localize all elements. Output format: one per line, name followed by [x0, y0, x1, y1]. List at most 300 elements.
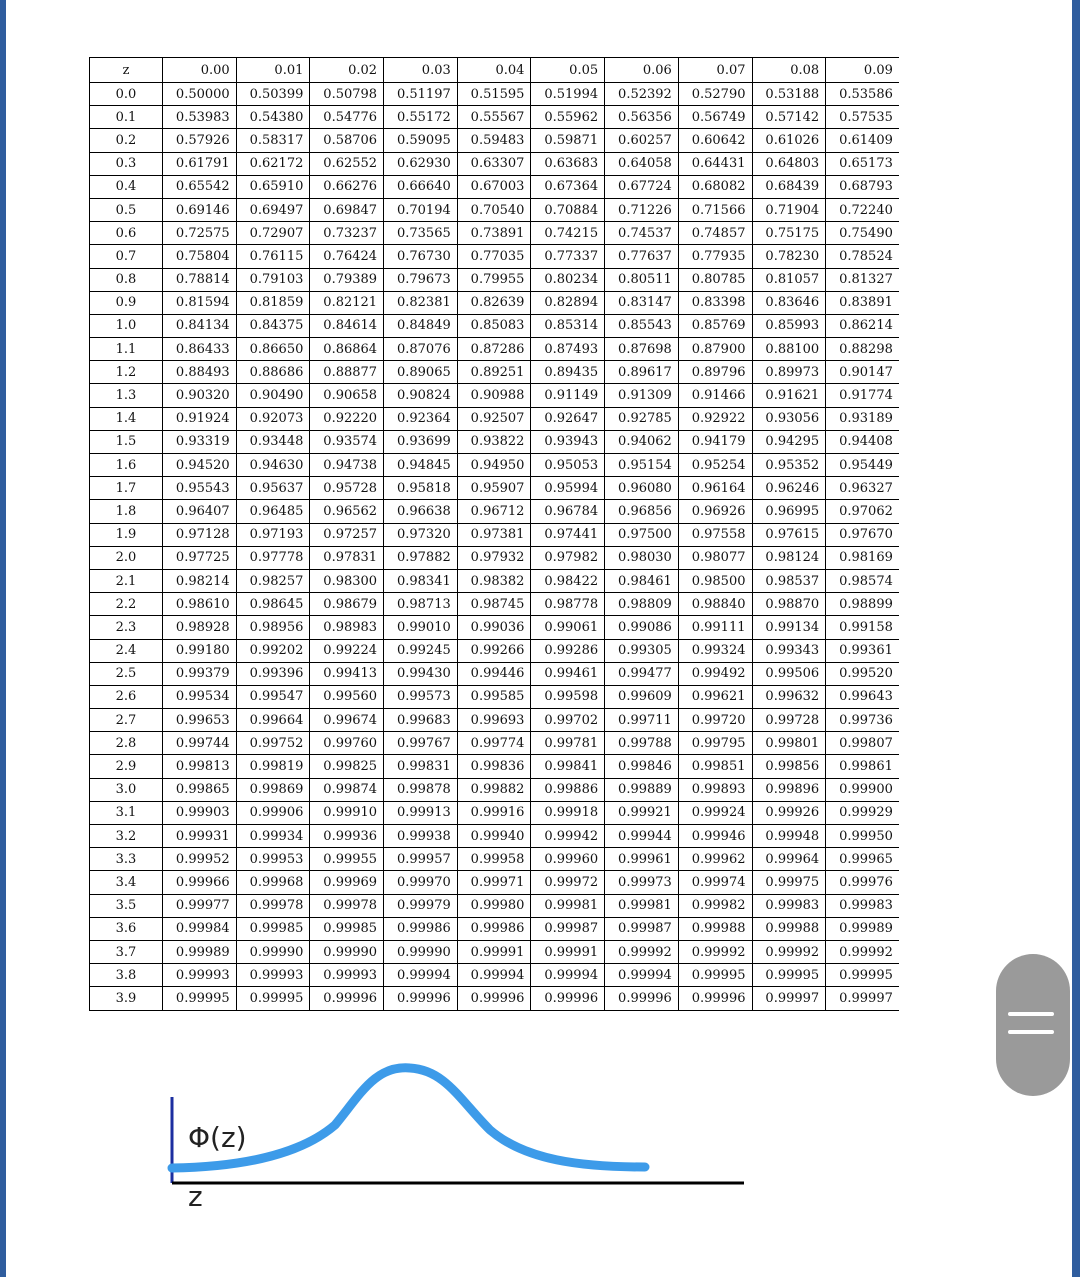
phi-value-cell: 0.99886	[531, 778, 605, 801]
row-z-value: 0.8	[90, 268, 163, 291]
phi-value-cell: 0.71566	[678, 198, 752, 221]
phi-value-cell: 0.98214	[163, 569, 237, 592]
header-cell-0.09: 0.09	[826, 58, 899, 83]
row-z-value: 2.9	[90, 755, 163, 778]
phi-value-cell: 0.76115	[236, 245, 310, 268]
table-row	[90, 83, 900, 106]
phi-value-cell: 0.92364	[384, 407, 458, 430]
phi-value-cell: 0.99202	[236, 639, 310, 662]
phi-value-cell: 0.99841	[531, 755, 605, 778]
phi-value-cell: 0.99158	[826, 616, 899, 639]
phi-value-cell: 0.66276	[310, 175, 384, 198]
phi-value-cell: 0.99856	[752, 755, 826, 778]
phi-value-cell: 0.98928	[163, 616, 237, 639]
phi-value-cell: 0.99801	[752, 732, 826, 755]
phi-value-cell: 0.99977	[163, 894, 237, 917]
phi-value-cell: 0.95154	[605, 454, 679, 477]
phi-value-cell: 0.99978	[236, 894, 310, 917]
phi-value-cell: 0.99836	[457, 755, 531, 778]
phi-value-cell: 0.94295	[752, 430, 826, 453]
table-row	[90, 569, 900, 592]
table-row	[90, 940, 900, 963]
phi-value-cell: 0.99971	[457, 871, 531, 894]
phi-value-cell: 0.95728	[310, 477, 384, 500]
phi-value-cell: 0.99893	[678, 778, 752, 801]
phi-value-cell: 0.91621	[752, 384, 826, 407]
row-z-value: 2.1	[90, 569, 163, 592]
phi-value-cell: 0.99674	[310, 709, 384, 732]
phi-value-cell: 0.98610	[163, 593, 237, 616]
phi-value-cell: 0.99990	[384, 940, 458, 963]
table-row	[90, 639, 900, 662]
phi-value-cell: 0.99752	[236, 732, 310, 755]
phi-value-cell: 0.91924	[163, 407, 237, 430]
phi-value-cell: 0.99702	[531, 709, 605, 732]
table-row	[90, 593, 900, 616]
phi-value-cell: 0.99997	[826, 987, 899, 1010]
phi-value-cell: 0.99986	[384, 917, 458, 940]
phi-value-cell: 0.78230	[752, 245, 826, 268]
header-cell-0.03: 0.03	[384, 58, 458, 83]
phi-value-cell: 0.99995	[236, 987, 310, 1010]
phi-value-cell: 0.99987	[531, 917, 605, 940]
phi-value-cell: 0.98537	[752, 569, 826, 592]
phi-value-cell: 0.99683	[384, 709, 458, 732]
phi-value-cell: 0.99994	[384, 964, 458, 987]
row-z-value: 0.2	[90, 129, 163, 152]
phi-value-cell: 0.98899	[826, 593, 899, 616]
phi-value-cell: 0.99989	[163, 940, 237, 963]
phi-value-cell: 0.50000	[163, 83, 237, 106]
phi-value-cell: 0.74215	[531, 222, 605, 245]
table-row	[90, 662, 900, 685]
row-z-value: 3.7	[90, 940, 163, 963]
phi-value-cell: 0.93699	[384, 430, 458, 453]
row-z-value: 1.0	[90, 314, 163, 337]
phi-value-cell: 0.99520	[826, 662, 899, 685]
row-z-value: 1.1	[90, 338, 163, 361]
phi-value-cell: 0.92922	[678, 407, 752, 430]
phi-value-cell: 0.79955	[457, 268, 531, 291]
table-row	[90, 778, 900, 801]
phi-value-cell: 0.97831	[310, 546, 384, 569]
phi-value-cell: 0.99819	[236, 755, 310, 778]
phi-value-cell: 0.93319	[163, 430, 237, 453]
phi-value-cell: 0.88100	[752, 338, 826, 361]
phi-value-cell: 0.97062	[826, 500, 899, 523]
phi-value-cell: 0.63683	[531, 152, 605, 175]
phi-value-cell: 0.99413	[310, 662, 384, 685]
phi-value-cell: 0.99983	[826, 894, 899, 917]
phi-value-cell: 0.77035	[457, 245, 531, 268]
table-row	[90, 152, 900, 175]
phi-value-cell: 0.87900	[678, 338, 752, 361]
phi-value-cell: 0.86433	[163, 338, 237, 361]
left-frame-edge	[0, 0, 6, 1277]
phi-value-cell: 0.99985	[236, 917, 310, 940]
phi-value-cell: 0.99982	[678, 894, 752, 917]
phi-value-cell: 0.99996	[384, 987, 458, 1010]
phi-value-cell: 0.99938	[384, 825, 458, 848]
phi-value-cell: 0.99996	[310, 987, 384, 1010]
phi-value-cell: 0.99957	[384, 848, 458, 871]
phi-value-cell: 0.99992	[826, 940, 899, 963]
phi-value-cell: 0.50798	[310, 83, 384, 106]
table-row	[90, 523, 900, 546]
phi-value-cell: 0.99988	[752, 917, 826, 940]
phi-value-cell: 0.79103	[236, 268, 310, 291]
phi-value-cell: 0.92785	[605, 407, 679, 430]
phi-value-cell: 0.88298	[826, 338, 899, 361]
scroll-handle[interactable]	[996, 954, 1070, 1096]
phi-value-cell: 0.99986	[457, 917, 531, 940]
phi-value-cell: 0.96327	[826, 477, 899, 500]
phi-value-cell: 0.99609	[605, 685, 679, 708]
phi-value-cell: 0.99889	[605, 778, 679, 801]
phi-value-cell: 0.99978	[310, 894, 384, 917]
phi-value-cell: 0.89617	[605, 361, 679, 384]
phi-value-cell: 0.99245	[384, 639, 458, 662]
phi-value-cell: 0.92220	[310, 407, 384, 430]
phi-value-cell: 0.99134	[752, 616, 826, 639]
row-z-value: 2.7	[90, 709, 163, 732]
phi-value-cell: 0.99997	[752, 987, 826, 1010]
phi-value-cell: 0.99994	[531, 964, 605, 987]
phi-value-cell: 0.90988	[457, 384, 531, 407]
phi-value-cell: 0.99995	[163, 987, 237, 1010]
phi-value-cell: 0.99693	[457, 709, 531, 732]
phi-value-cell: 0.99711	[605, 709, 679, 732]
phi-value-cell: 0.98257	[236, 569, 310, 592]
phi-value-cell: 0.99981	[531, 894, 605, 917]
phi-value-cell: 0.99953	[236, 848, 310, 871]
phi-value-cell: 0.99944	[605, 825, 679, 848]
phi-value-cell: 0.55962	[531, 106, 605, 129]
row-z-value: 2.6	[90, 685, 163, 708]
phi-value-cell: 0.99560	[310, 685, 384, 708]
phi-value-cell: 0.99343	[752, 639, 826, 662]
phi-value-cell: 0.98300	[310, 569, 384, 592]
phi-value-cell: 0.99882	[457, 778, 531, 801]
phi-value-cell: 0.82381	[384, 291, 458, 314]
phi-value-cell: 0.99664	[236, 709, 310, 732]
table-row	[90, 268, 900, 291]
phi-value-cell: 0.99992	[678, 940, 752, 963]
phi-value-cell: 0.99874	[310, 778, 384, 801]
phi-value-cell: 0.99865	[163, 778, 237, 801]
phi-value-cell: 0.52392	[605, 83, 679, 106]
phi-value-cell: 0.83891	[826, 291, 899, 314]
phi-value-cell: 0.98574	[826, 569, 899, 592]
phi-value-cell: 0.62552	[310, 152, 384, 175]
phi-value-cell: 0.95637	[236, 477, 310, 500]
header-cell-0.01: 0.01	[236, 58, 310, 83]
table-row	[90, 546, 900, 569]
row-z-value: 0.6	[90, 222, 163, 245]
phi-value-cell: 0.99825	[310, 755, 384, 778]
phi-value-cell: 0.95994	[531, 477, 605, 500]
phi-value-cell: 0.68793	[826, 175, 899, 198]
phi-value-cell: 0.72575	[163, 222, 237, 245]
table-row	[90, 454, 900, 477]
phi-value-cell: 0.89973	[752, 361, 826, 384]
phi-value-cell: 0.65173	[826, 152, 899, 175]
phi-value-cell: 0.99111	[678, 616, 752, 639]
phi-value-cell: 0.85314	[531, 314, 605, 337]
phi-value-cell: 0.97441	[531, 523, 605, 546]
phi-value-cell: 0.99728	[752, 709, 826, 732]
table-row	[90, 825, 900, 848]
row-z-value: 2.2	[90, 593, 163, 616]
phi-value-cell: 0.98745	[457, 593, 531, 616]
phi-value-cell: 0.84134	[163, 314, 237, 337]
phi-value-cell: 0.87076	[384, 338, 458, 361]
phi-value-cell: 0.99962	[678, 848, 752, 871]
phi-value-cell: 0.65910	[236, 175, 310, 198]
phi-value-cell: 0.80234	[531, 268, 605, 291]
phi-value-cell: 0.96246	[752, 477, 826, 500]
phi-value-cell: 0.93574	[310, 430, 384, 453]
phi-value-cell: 0.99910	[310, 801, 384, 824]
phi-value-cell: 0.99984	[163, 917, 237, 940]
table-row	[90, 709, 900, 732]
table-row	[90, 314, 900, 337]
phi-value-cell: 0.99736	[826, 709, 899, 732]
phi-value-cell: 0.80785	[678, 268, 752, 291]
phi-value-cell: 0.99991	[531, 940, 605, 963]
phi-value-cell: 0.99966	[163, 871, 237, 894]
z-axis-label: z	[188, 1180, 203, 1213]
phi-value-cell: 0.70884	[531, 198, 605, 221]
phi-value-cell: 0.60257	[605, 129, 679, 152]
phi-value-cell: 0.99993	[310, 964, 384, 987]
table-row	[90, 801, 900, 824]
phi-value-cell: 0.99086	[605, 616, 679, 639]
phi-value-cell: 0.99492	[678, 662, 752, 685]
phi-value-cell: 0.89435	[531, 361, 605, 384]
phi-value-cell: 0.89065	[384, 361, 458, 384]
phi-value-cell: 0.99992	[752, 940, 826, 963]
phi-value-cell: 0.97882	[384, 546, 458, 569]
table-row	[90, 848, 900, 871]
phi-value-cell: 0.73237	[310, 222, 384, 245]
phi-value-cell: 0.98778	[531, 593, 605, 616]
phi-value-cell: 0.99918	[531, 801, 605, 824]
phi-value-cell: 0.75175	[752, 222, 826, 245]
phi-value-cell: 0.93189	[826, 407, 899, 430]
phi-value-cell: 0.68082	[678, 175, 752, 198]
table-row	[90, 338, 900, 361]
phi-value-cell: 0.68439	[752, 175, 826, 198]
phi-value-cell: 0.99903	[163, 801, 237, 824]
phi-value-cell: 0.99379	[163, 662, 237, 685]
phi-value-cell: 0.59483	[457, 129, 531, 152]
phi-value-cell: 0.76424	[310, 245, 384, 268]
phi-value-cell: 0.69497	[236, 198, 310, 221]
row-z-value: 1.4	[90, 407, 163, 430]
phi-value-cell: 0.88877	[310, 361, 384, 384]
phi-value-cell: 0.51994	[531, 83, 605, 106]
table-row	[90, 430, 900, 453]
z-table-container[interactable]	[89, 57, 899, 1048]
phi-value-cell: 0.83147	[605, 291, 679, 314]
phi-value-cell: 0.99993	[236, 964, 310, 987]
phi-value-cell: 0.99995	[678, 964, 752, 987]
phi-value-cell: 0.94062	[605, 430, 679, 453]
phi-value-cell: 0.88493	[163, 361, 237, 384]
phi-value-cell: 0.99989	[826, 917, 899, 940]
phi-value-cell: 0.51197	[384, 83, 458, 106]
phi-value-cell: 0.81327	[826, 268, 899, 291]
phi-value-cell: 0.99061	[531, 616, 605, 639]
phi-value-cell: 0.90147	[826, 361, 899, 384]
phi-value-cell: 0.93822	[457, 430, 531, 453]
phi-value-cell: 0.61026	[752, 129, 826, 152]
phi-value-cell: 0.99972	[531, 871, 605, 894]
phi-value-cell: 0.65542	[163, 175, 237, 198]
phi-value-cell: 0.99994	[605, 964, 679, 987]
phi-value-cell: 0.95907	[457, 477, 531, 500]
phi-value-cell: 0.77337	[531, 245, 605, 268]
phi-value-cell: 0.99430	[384, 662, 458, 685]
phi-value-cell: 0.99950	[826, 825, 899, 848]
phi-value-cell: 0.91309	[605, 384, 679, 407]
phi-value-cell: 0.96712	[457, 500, 531, 523]
phi-value-cell: 0.99534	[163, 685, 237, 708]
phi-value-cell: 0.93056	[752, 407, 826, 430]
phi-value-cell: 0.70194	[384, 198, 458, 221]
phi-value-cell: 0.99931	[163, 825, 237, 848]
header-cell-0.07: 0.07	[678, 58, 752, 83]
phi-value-cell: 0.94738	[310, 454, 384, 477]
phi-value-cell: 0.99744	[163, 732, 237, 755]
phi-value-cell: 0.98077	[678, 546, 752, 569]
phi-value-cell: 0.98382	[457, 569, 531, 592]
phi-value-cell: 0.99506	[752, 662, 826, 685]
phi-value-cell: 0.86214	[826, 314, 899, 337]
phi-value-cell: 0.86650	[236, 338, 310, 361]
row-z-value: 1.5	[90, 430, 163, 453]
row-z-value: 3.4	[90, 871, 163, 894]
phi-value-cell: 0.63307	[457, 152, 531, 175]
table-row	[90, 129, 900, 152]
phi-value-cell: 0.99946	[678, 825, 752, 848]
phi-value-cell: 0.57535	[826, 106, 899, 129]
phi-value-cell: 0.96926	[678, 500, 752, 523]
header-cell-0.04: 0.04	[457, 58, 531, 83]
phi-value-cell: 0.80511	[605, 268, 679, 291]
phi-value-cell: 0.78524	[826, 245, 899, 268]
header-cell-0.05: 0.05	[531, 58, 605, 83]
header-cell-0.02: 0.02	[310, 58, 384, 83]
phi-value-cell: 0.99979	[384, 894, 458, 917]
row-z-value: 1.8	[90, 500, 163, 523]
row-z-value: 3.5	[90, 894, 163, 917]
phi-value-cell: 0.60642	[678, 129, 752, 152]
table-row	[90, 245, 900, 268]
phi-value-cell: 0.74857	[678, 222, 752, 245]
phi-value-cell: 0.73891	[457, 222, 531, 245]
phi-value-cell: 0.79389	[310, 268, 384, 291]
phi-value-cell: 0.99990	[310, 940, 384, 963]
phi-value-cell: 0.99948	[752, 825, 826, 848]
phi-value-cell: 0.99994	[457, 964, 531, 987]
phi-value-cell: 0.99906	[236, 801, 310, 824]
phi-value-cell: 0.99980	[457, 894, 531, 917]
right-frame-edge	[1072, 0, 1080, 1277]
phi-value-cell: 0.87698	[605, 338, 679, 361]
phi-value-cell: 0.99965	[826, 848, 899, 871]
phi-value-cell: 0.99396	[236, 662, 310, 685]
phi-value-cell: 0.98461	[605, 569, 679, 592]
phi-value-cell: 0.85543	[605, 314, 679, 337]
phi-value-cell: 0.57142	[752, 106, 826, 129]
phi-value-cell: 0.99991	[457, 940, 531, 963]
phi-value-cell: 0.64431	[678, 152, 752, 175]
phi-value-cell: 0.99983	[752, 894, 826, 917]
phi-value-cell: 0.99846	[605, 755, 679, 778]
phi-value-cell: 0.96856	[605, 500, 679, 523]
phi-value-cell: 0.84614	[310, 314, 384, 337]
phi-value-cell: 0.99807	[826, 732, 899, 755]
phi-value-cell: 0.99896	[752, 778, 826, 801]
phi-value-cell: 0.62172	[236, 152, 310, 175]
phi-value-cell: 0.77637	[605, 245, 679, 268]
phi-value-cell: 0.51595	[457, 83, 531, 106]
row-z-value: 2.8	[90, 732, 163, 755]
phi-value-cell: 0.99720	[678, 709, 752, 732]
row-z-value: 0.9	[90, 291, 163, 314]
row-z-value: 1.2	[90, 361, 163, 384]
phi-value-cell: 0.99924	[678, 801, 752, 824]
phi-value-cell: 0.81057	[752, 268, 826, 291]
phi-value-cell: 0.99969	[310, 871, 384, 894]
phi-value-cell: 0.85993	[752, 314, 826, 337]
phi-value-cell: 0.50399	[236, 83, 310, 106]
header-cell-0.08: 0.08	[752, 58, 826, 83]
phi-value-cell: 0.93943	[531, 430, 605, 453]
phi-value-cell: 0.99795	[678, 732, 752, 755]
phi-value-cell: 0.97381	[457, 523, 531, 546]
phi-value-cell: 0.54380	[236, 106, 310, 129]
phi-value-cell: 0.99851	[678, 755, 752, 778]
phi-value-cell: 0.82894	[531, 291, 605, 314]
phi-value-cell: 0.99573	[384, 685, 458, 708]
phi-value-cell: 0.93448	[236, 430, 310, 453]
phi-value-cell: 0.94845	[384, 454, 458, 477]
phi-value-cell: 0.98679	[310, 593, 384, 616]
phi-value-cell: 0.97558	[678, 523, 752, 546]
phi-value-cell: 0.99861	[826, 755, 899, 778]
header-cell-0.00: 0.00	[163, 58, 237, 83]
phi-value-cell: 0.99653	[163, 709, 237, 732]
phi-value-cell: 0.98809	[605, 593, 679, 616]
phi-value-cell: 0.99760	[310, 732, 384, 755]
phi-value-cell: 0.95254	[678, 454, 752, 477]
phi-value-cell: 0.90658	[310, 384, 384, 407]
phi-value-cell: 0.59095	[384, 129, 458, 152]
row-z-value: 0.3	[90, 152, 163, 175]
phi-value-cell: 0.99305	[605, 639, 679, 662]
phi-value-cell: 0.97128	[163, 523, 237, 546]
phi-value-cell: 0.99981	[605, 894, 679, 917]
phi-value-cell: 0.77935	[678, 245, 752, 268]
phi-value-cell: 0.99958	[457, 848, 531, 871]
phi-value-cell: 0.97500	[605, 523, 679, 546]
phi-value-cell: 0.98341	[384, 569, 458, 592]
phi-value-cell: 0.92073	[236, 407, 310, 430]
phi-value-cell: 0.84375	[236, 314, 310, 337]
